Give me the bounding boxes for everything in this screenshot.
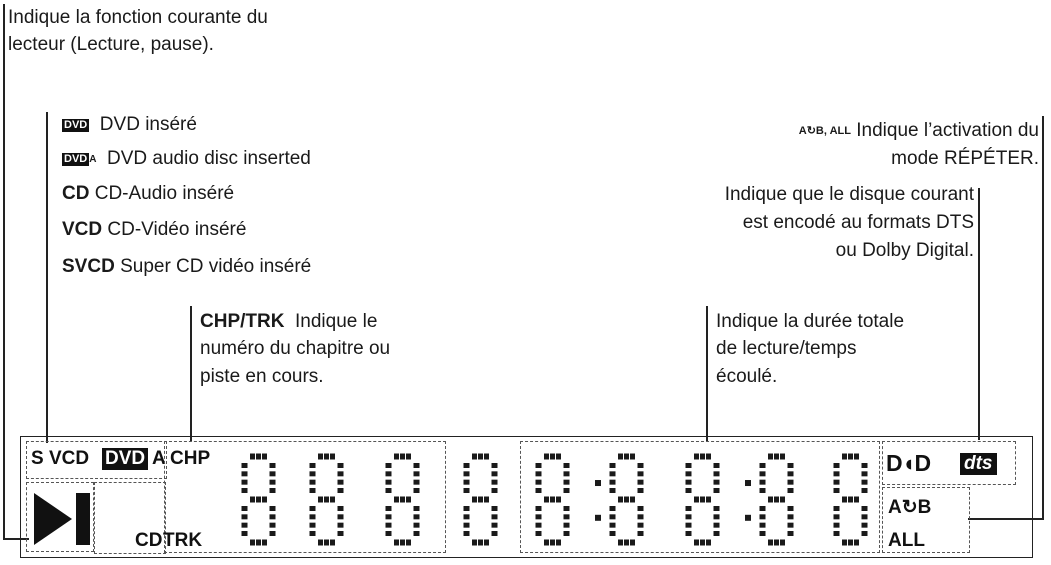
cd-legend-item: [62, 181, 234, 206]
audio-format-leader: [978, 188, 980, 440]
function-callout-line2: lecteur (Lecture, pause).: [8, 34, 214, 55]
dvda-legend-item: [62, 146, 311, 172]
segment-digit: [682, 452, 722, 546]
chp-indicator: CHP: [170, 448, 211, 469]
chapter-callout-line1: [200, 309, 377, 334]
segment-digit: [532, 452, 572, 546]
repeat-callout-line2: mode RÉPÉTER.: [891, 148, 1039, 169]
repeat-ab-indicator: A↻B: [888, 497, 932, 518]
segment-digit: [306, 452, 346, 546]
vcd-legend-text: CD-Vidéo inséré: [107, 219, 247, 240]
dvd-audio-logo-icon: DVD: [64, 153, 88, 165]
repeat-callout-text1: Indique l’activation du: [856, 120, 1039, 141]
vcd-legend-item: [62, 217, 246, 242]
time-leader: [706, 306, 708, 441]
audio-format-callout-line2: est encodé au formats DTS: [742, 212, 974, 233]
chapter-callout-line2: numéro du chapitre ou: [200, 338, 391, 359]
segment-digit: [382, 452, 422, 546]
dvd-legend-item: [62, 112, 197, 137]
chapter-callout-line3: piste en cours.: [200, 366, 324, 387]
dvd-indicator: DVD: [102, 448, 148, 470]
dvd-audio-indicator: A: [152, 448, 166, 469]
dvd-legend-text: DVD inséré: [99, 114, 197, 135]
dvd-logo-icon: DVD: [64, 119, 88, 131]
segment-digit: [606, 452, 646, 546]
svcd-legend-text: Super CD vidéo inséré: [120, 256, 312, 277]
svcd-code: SVCD: [62, 256, 115, 277]
repeat-leader-vertical: [1042, 116, 1044, 520]
cd-legend-text: CD-Audio inséré: [94, 183, 235, 204]
time-callout-line1: Indique la durée totale: [716, 311, 905, 332]
function-callout-line1: Indique la fonction courante du: [8, 7, 268, 28]
repeat-callout-line1: [799, 118, 1039, 144]
trk-indicator: TRK: [163, 530, 203, 551]
chapter-callout-text1: Indique le: [295, 311, 378, 332]
play-pause-icon: [34, 493, 92, 545]
chapter-leader: [190, 306, 192, 441]
dvda-legend-text: DVD audio disc inserted: [107, 148, 311, 169]
svcd-indicator: S VCD: [31, 448, 90, 469]
function-leader-vertical: [3, 4, 5, 540]
disc-type-leader: [46, 112, 48, 443]
vcd-code: VCD: [62, 219, 103, 240]
audio-format-callout-line1: Indique que le disque courant: [724, 184, 974, 205]
segment-digit: [460, 452, 500, 546]
segment-digit: [238, 452, 278, 546]
dvd-audio-suffix: A: [89, 154, 97, 165]
cd-indicator: CD: [135, 530, 163, 551]
audio-format-callout-line3: ou Dolby Digital.: [835, 240, 974, 261]
cd-code: CD: [62, 183, 90, 204]
dts-logo: dts: [960, 453, 997, 475]
segment-digit: [756, 452, 796, 546]
svcd-legend-item: [62, 254, 311, 279]
dolby-digital-logo: D◖D: [886, 450, 931, 476]
time-separator-dot: [743, 452, 753, 546]
time-separator-dot: [593, 452, 603, 546]
repeat-all-indicator: ALL: [888, 530, 925, 551]
repeat-code: A↻B, ALL: [798, 125, 851, 137]
segment-digit: [830, 452, 870, 546]
chapter-code: CHP/TRK: [200, 311, 285, 332]
time-callout-line2: de lecture/temps: [716, 338, 857, 359]
time-callout-line3: écoulé.: [716, 366, 778, 387]
